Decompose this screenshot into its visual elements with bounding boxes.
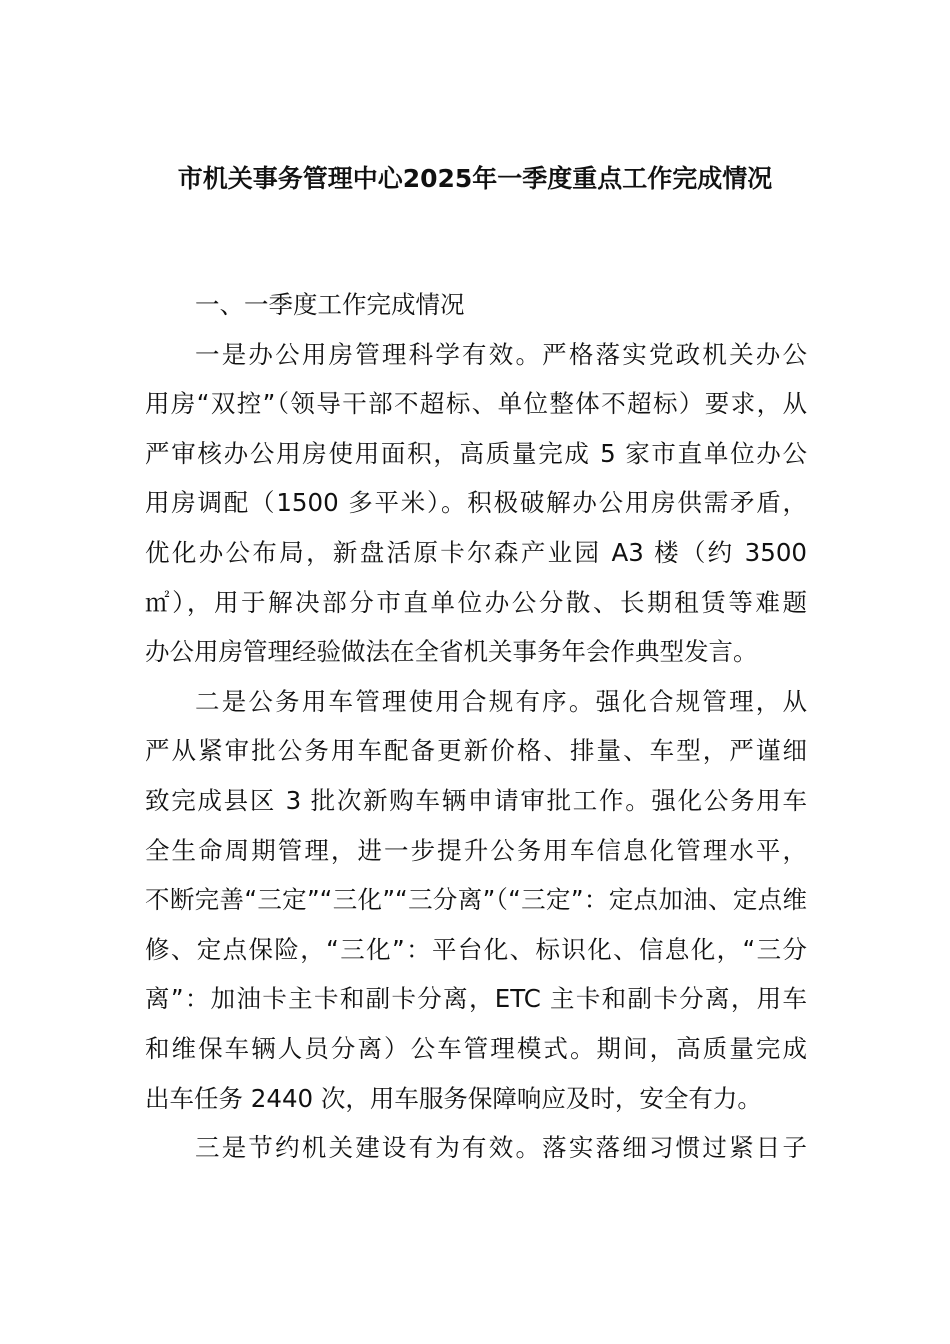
text-line: 用房调配（1500 多平米）。积极破解办公用房供需矛盾， — [145, 488, 807, 518]
text-line: 出车任务 2440 次，用车服务保障响应及时，安全有力。 — [145, 1083, 762, 1113]
text-line: ㎡），用于解决部分市直单位办公分散、长期租赁等难题 — [145, 587, 807, 617]
text-line: 全生命周期管理，进一步提升公务用车信息化管理水平， — [145, 835, 807, 865]
text-line: 不断完善“三定”“三化”“三分离”（“三定”：定点加油、定点维 — [145, 885, 807, 915]
page-title: 市机关事务管理中心2025年一季度重点工作完成情况 — [177, 164, 773, 193]
text-line: 二是公务用车管理使用合规有序。强化合规管理，从 — [195, 686, 807, 716]
text-line: 严从紧审批公务用车配备更新价格、排量、车型，严谨细 — [145, 736, 807, 766]
text-line: 和维保车辆人员分离）公车管理模式。期间，高质量完成 — [145, 1033, 807, 1063]
text-line: 一是办公用房管理科学有效。严格落实党政机关办公 — [195, 339, 807, 369]
document-body — [145, 280, 807, 1173]
text-line: 致完成县区 3 批次新购车辆申请审批工作。强化公务用车 — [145, 785, 807, 815]
text-line: 用房“双控”（领导干部不超标、单位整体不超标）要求，从 — [145, 389, 807, 419]
text-line: 离”：加油卡主卡和副卡分离，ETC 主卡和副卡分离，用车 — [145, 984, 807, 1014]
text-line: 一、一季度工作完成情况 — [195, 290, 465, 319]
text-line: 办公用房管理经验做法在全省机关事务年会作典型发言。 — [145, 637, 758, 667]
text-line: 严审核办公用房使用面积，高质量完成 5 家市直单位办公 — [145, 438, 807, 468]
text-line: 优化办公布局，新盘活原卡尔森产业园 A3 楼（约 3500 — [145, 537, 807, 567]
text-line: 修、定点保险，“三化”：平台化、标识化、信息化，“三分 — [145, 934, 807, 964]
text-line: 三是节约机关建设有为有效。落实落细习惯过紧日子 — [195, 1133, 807, 1163]
